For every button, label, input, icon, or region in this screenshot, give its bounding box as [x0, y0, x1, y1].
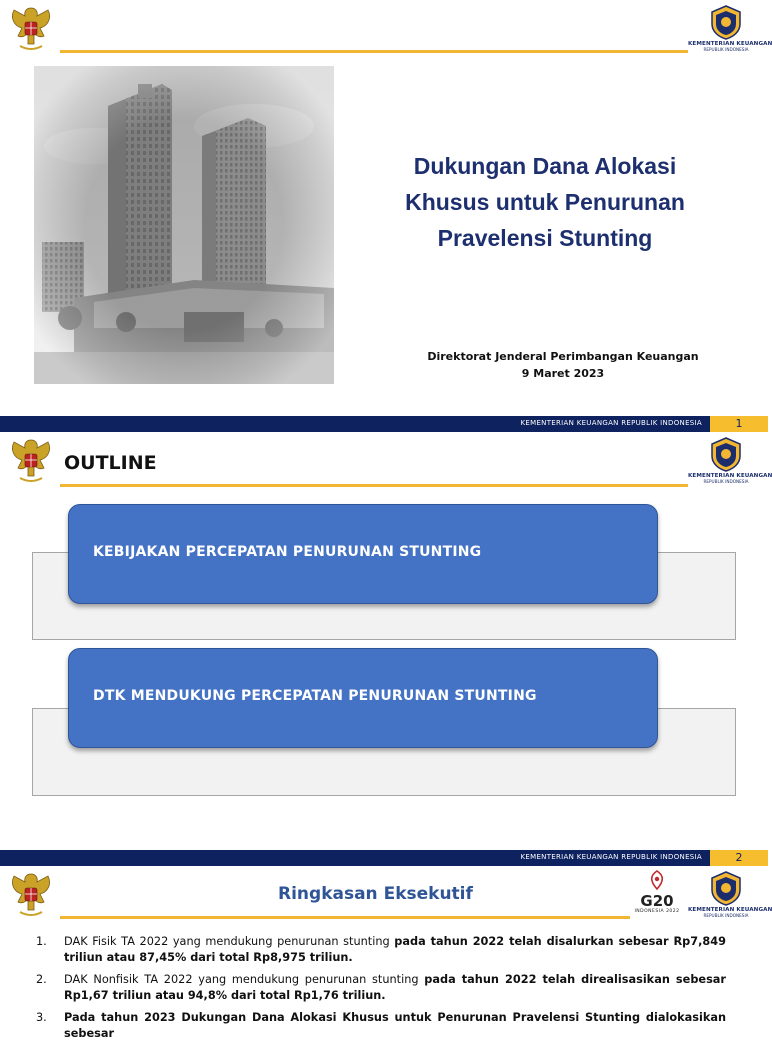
header-divider	[60, 50, 688, 53]
header-divider	[60, 916, 630, 919]
kemenkeu-logo	[688, 436, 772, 488]
footer-org: KEMENTERIAN KEUANGAN REPUBLIK INDONESIA	[520, 419, 702, 427]
g20-text: G20	[640, 892, 674, 910]
g20-logo	[634, 870, 680, 920]
g20-emblem-icon	[645, 870, 669, 890]
ministry-name: KEMENTERIAN KEUANGAN	[688, 41, 772, 47]
list-item	[36, 934, 726, 965]
ministry-sub: REPUBLIK INDONESIA	[703, 47, 749, 52]
outline-item-label: DTK MENDUKUNG PERCEPATAN PENURUNAN STUNTING	[93, 688, 537, 704]
footer-bar	[0, 850, 768, 866]
garuda-emblem-icon	[6, 434, 56, 486]
item-number: 3.	[36, 1011, 47, 1024]
item-text: DAK Nonfisik TA 2022 yang mendukung penurunan stunting	[64, 973, 425, 986]
title-line: Dukungan Dana Alokasi	[413, 153, 677, 179]
title-line: Pravelensi Stunting	[437, 225, 653, 251]
slide-2	[0, 432, 772, 866]
ministry-building-photo	[34, 66, 334, 384]
outline-item-2[interactable]	[68, 648, 658, 748]
title-line: Khusus untuk Penurunan	[405, 189, 685, 215]
ministry-name: KEMENTERIAN KEUANGAN	[688, 473, 772, 479]
g20-sub: INDONESIA 2022	[634, 909, 680, 914]
page-number: 2	[710, 850, 768, 866]
kemenkeu-logo	[688, 870, 772, 922]
slide-1-title	[380, 148, 710, 256]
presenter-name: Direktorat Jenderal Perimbangan Keuangan	[427, 350, 699, 363]
presenter-block	[420, 348, 706, 382]
list-item	[36, 1010, 726, 1041]
kemenkeu-emblem-icon	[707, 4, 745, 40]
presentation-date: 9 Maret 2023	[521, 367, 605, 380]
garuda-emblem-icon	[6, 868, 56, 920]
header-divider	[60, 484, 688, 487]
list-item	[36, 972, 726, 1003]
ringkasan-title: Ringkasan Eksekutif	[278, 884, 473, 904]
outline-title: OUTLINE	[64, 452, 157, 474]
outline-item-1[interactable]	[68, 504, 658, 604]
item-text: DAK Fisik TA 2022 yang mendukung penurunan stunting	[64, 935, 395, 948]
kemenkeu-logo	[688, 4, 772, 56]
item-number: 2.	[36, 973, 47, 986]
kemenkeu-emblem-icon	[707, 436, 745, 472]
page-number: 1	[710, 416, 768, 432]
item-text-bold: pada tahun 2022 telah disalurkan sebesar Rp7,849 triliun atau 87,45% dari total Rp8,975 triliun.	[64, 935, 726, 964]
slide-3	[0, 866, 772, 1040]
kemenkeu-emblem-icon	[707, 870, 745, 906]
outline-item-label: KEBIJAKAN PERCEPATAN PENURUNAN STUNTING	[93, 544, 482, 560]
ministry-sub: REPUBLIK INDONESIA	[703, 913, 749, 918]
garuda-emblem-icon	[6, 2, 56, 54]
item-number: 1.	[36, 935, 47, 948]
item-text-bold: pada tahun 2022 telah direalisasikan sebesar Rp1,67 triliun atau 94,8% dari total Rp1,76 triliun.	[64, 973, 726, 1002]
item-text-bold: Pada tahun 2023 Dukungan Dana Alokasi Khusus untuk Penurunan Pravelensi Stunting dialokasikan sebesar	[64, 1011, 726, 1040]
footer-org: KEMENTERIAN KEUANGAN REPUBLIK INDONESIA	[520, 853, 702, 861]
ministry-sub: REPUBLIK INDONESIA	[703, 479, 749, 484]
slide-1	[0, 0, 772, 432]
executive-summary-list	[36, 934, 726, 1048]
ministry-name: KEMENTERIAN KEUANGAN	[688, 907, 772, 913]
footer-bar	[0, 416, 768, 432]
